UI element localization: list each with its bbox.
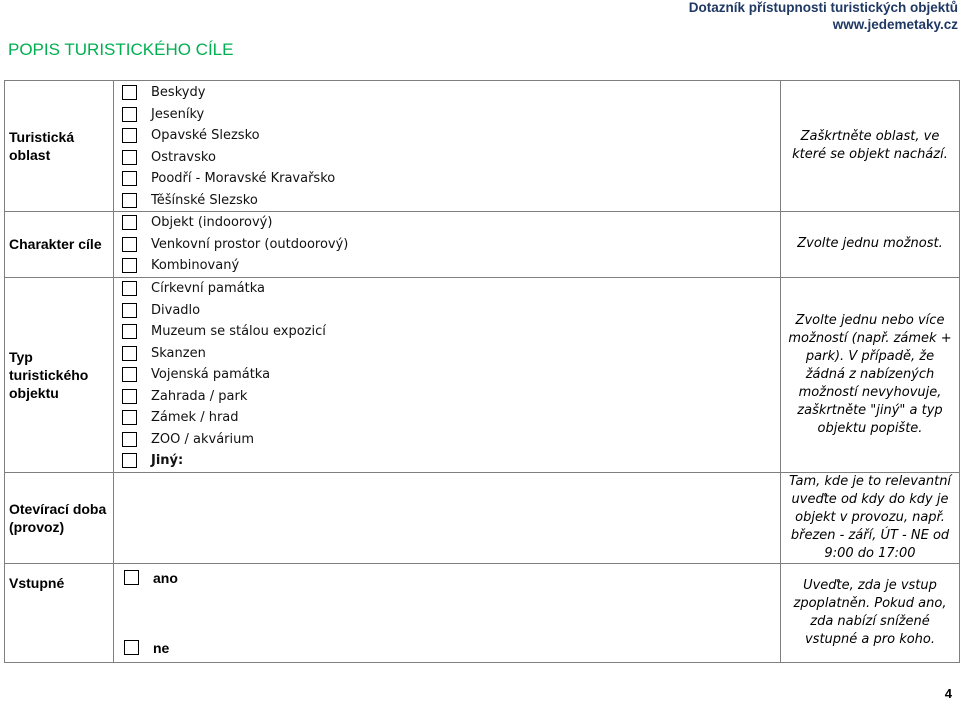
checkbox[interactable] [122, 389, 137, 404]
note-oteviraci: Tam, kde je to relevantní uveďte od kdy do kdy je objekt v provozu, např. březen - září, ÚT - NE od 9:00 do 17:00 [781, 472, 960, 563]
options-vstupne [114, 563, 781, 662]
option-beskydy[interactable]: Beskydy [122, 82, 780, 104]
options-oblast [114, 81, 781, 212]
option-kombinovany[interactable]: Kombinovaný [122, 255, 780, 277]
option-tesinske-slezsko[interactable]: Těšínské Slezsko [122, 190, 780, 212]
option-skanzen[interactable]: Skanzen [122, 342, 780, 364]
option-muzeum[interactable]: Muzeum se stálou expozicí [122, 321, 780, 343]
label-charakter: Charakter cíle [5, 212, 114, 278]
checkbox[interactable] [122, 432, 137, 447]
note-typ: Zvolte jednu nebo více možností (např. zámek + park). V případě, že žádná z nabízených možností nevyhovuje, zaškrtněte "jiný" a typ objektu popište. [781, 277, 960, 472]
description-form [4, 80, 960, 663]
row-typ [5, 277, 960, 472]
option-indoor[interactable]: Objekt (indoorový) [122, 212, 780, 234]
row-charakter [5, 212, 960, 278]
checkbox[interactable] [122, 346, 137, 361]
checkbox[interactable] [122, 453, 137, 468]
label-typ: Typ turistického objektu [5, 277, 114, 472]
options-charakter [114, 212, 781, 278]
option-ano[interactable]: ano [124, 570, 178, 586]
row-oteviraci [5, 472, 960, 563]
checkbox[interactable] [122, 303, 137, 318]
checkbox[interactable] [122, 367, 137, 382]
option-poodri[interactable]: Poodří - Moravské Kravařsko [122, 168, 780, 190]
note-vstupne: Uveďte, zda je vstup zpoplatněn. Pokud ano, zda nabízí snížené vstupné a pro koho. [781, 563, 960, 662]
note-oblast: Zaškrtněte oblast, ve které se objekt nachází. [781, 81, 960, 212]
label-oteviraci: Otevírací doba (provoz) [5, 472, 114, 563]
option-divadlo[interactable]: Divadlo [122, 299, 780, 321]
option-cirkevni-pamatka[interactable]: Církevní památka [122, 278, 780, 300]
note-charakter: Zvolte jednu možnost. [781, 212, 960, 278]
website-url[interactable]: www.jedemetaky.cz [832, 17, 958, 32]
row-vstupne [5, 563, 960, 662]
checkbox[interactable] [122, 193, 137, 208]
option-opavske-slezsko[interactable]: Opavské Slezsko [122, 125, 780, 147]
option-outdoor[interactable]: Venkovní prostor (outdoorový) [122, 234, 780, 256]
option-ostravsko[interactable]: Ostravsko [122, 147, 780, 169]
label-oblast: Turistická oblast [5, 81, 114, 212]
checkbox[interactable] [122, 107, 137, 122]
row-oblast [5, 81, 960, 212]
checkbox[interactable] [122, 258, 137, 273]
checkbox[interactable] [122, 281, 137, 296]
option-jiny[interactable]: Jiný: [122, 450, 780, 472]
document-header [689, 0, 958, 33]
option-jeseniky[interactable]: Jeseníky [122, 104, 780, 126]
page-number: 4 [944, 686, 952, 701]
options-typ [114, 277, 781, 472]
checkbox[interactable] [122, 150, 137, 165]
checkbox[interactable] [122, 128, 137, 143]
option-zoo[interactable]: ZOO / akvárium [122, 428, 780, 450]
page-title: POPIS TURISTICKÉHO CÍLE [8, 40, 234, 59]
checkbox[interactable] [122, 410, 137, 425]
checkbox[interactable] [122, 324, 137, 339]
label-vstupne: Vstupné [5, 563, 114, 662]
checkbox[interactable] [124, 570, 139, 585]
checkbox[interactable] [122, 85, 137, 100]
checkbox[interactable] [122, 237, 137, 252]
checkbox[interactable] [122, 171, 137, 186]
input-oteviraci[interactable] [114, 472, 781, 563]
option-ne[interactable]: ne [124, 640, 169, 656]
checkbox[interactable] [124, 640, 139, 655]
option-zahrada-park[interactable]: Zahrada / park [122, 385, 780, 407]
document-title: Dotazník přístupnosti turistických objektů [688, 0, 958, 15]
option-vojenska-pamatka[interactable]: Vojenská památka [122, 364, 780, 386]
option-zamek-hrad[interactable]: Zámek / hrad [122, 407, 780, 429]
checkbox[interactable] [122, 215, 137, 230]
